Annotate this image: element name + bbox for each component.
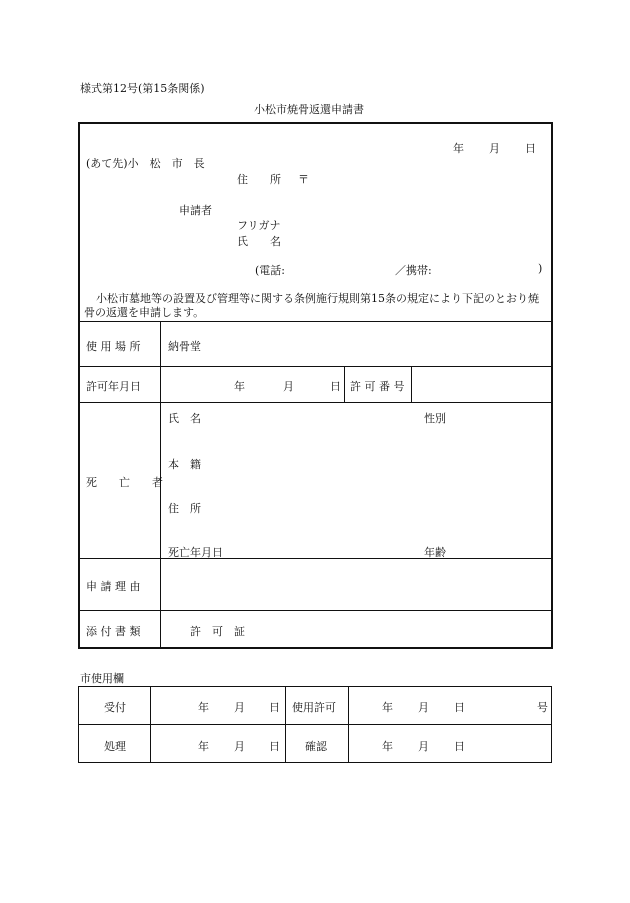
place-label: 使 用 場 所: [86, 340, 141, 353]
divider: [285, 687, 286, 762]
application-statement: 小松市墓地等の設置及び管理等に関する条例施行規則第15条の規定により下記のとおり焼骨の返還を申請します。: [84, 292, 539, 319]
deceased-label: 死 亡 者: [86, 476, 163, 489]
attachments-label: 添 付 書 類: [86, 625, 141, 638]
addressee: (あて先)小 松 市 長: [86, 157, 205, 170]
name-label: 氏 名: [237, 235, 281, 248]
received-month: 月: [234, 701, 245, 714]
reason-label: 申 請 理 由: [86, 580, 141, 593]
divider: [411, 366, 412, 402]
processed-month: 月: [234, 740, 245, 753]
confirm-day: 日: [454, 740, 465, 753]
use-permit-year: 年: [382, 701, 393, 714]
permit-day: 日: [330, 380, 341, 393]
phone-label: (電話:: [255, 264, 285, 277]
city-use-label: 市使用欄: [80, 672, 124, 685]
divider: [79, 610, 552, 611]
address-label: 住 所: [237, 173, 281, 186]
received-day: 日: [269, 701, 280, 714]
divider: [79, 558, 552, 559]
divider: [150, 687, 151, 762]
use-permit-month: 月: [418, 701, 429, 714]
deceased-address-label: 住 所: [168, 502, 201, 515]
date-year: 年: [453, 142, 464, 155]
use-permit-label: 使用許可: [292, 701, 336, 714]
application-form: [78, 122, 553, 649]
divider: [79, 366, 552, 367]
use-permit-day: 日: [454, 701, 465, 714]
applicant-label: 申請者: [179, 204, 212, 217]
form-number: 様式第12号(第15条関係): [80, 82, 205, 95]
postal-mark: 〒: [298, 173, 309, 186]
domicile-label: 本 籍: [168, 458, 201, 471]
permit-date-label: 許可年月日: [86, 380, 141, 393]
permit-number-label: 許 可 番 号: [350, 380, 405, 393]
divider: [79, 321, 552, 322]
confirm-year: 年: [382, 740, 393, 753]
date-month: 月: [489, 142, 500, 155]
processed-label: 処理: [104, 740, 126, 753]
divider: [344, 366, 345, 402]
divider: [348, 687, 349, 762]
mobile-label: ／携帯:: [395, 264, 432, 277]
processed-year: 年: [198, 740, 209, 753]
permit-month: 月: [283, 380, 294, 393]
attachments-value: 許 可 証: [190, 625, 245, 638]
age-label: 年齢: [424, 546, 446, 559]
received-year: 年: [198, 701, 209, 714]
confirm-label: 確認: [305, 740, 327, 753]
furigana-label: フリガナ: [237, 219, 281, 232]
divider: [79, 402, 552, 403]
deceased-name-label: 氏 名: [168, 412, 201, 425]
death-date-label: 死亡年月日: [168, 546, 223, 559]
document-title: 小松市焼骨返還申請書: [254, 103, 364, 116]
permit-year: 年: [234, 380, 245, 393]
confirm-month: 月: [418, 740, 429, 753]
date-day: 日: [525, 142, 536, 155]
processed-day: 日: [269, 740, 280, 753]
phone-close: ): [538, 262, 543, 275]
received-label: 受付: [104, 701, 126, 714]
place-value: 納骨堂: [168, 340, 201, 353]
use-permit-number-suffix: 号: [537, 701, 548, 714]
sex-label: 性別: [424, 412, 446, 425]
